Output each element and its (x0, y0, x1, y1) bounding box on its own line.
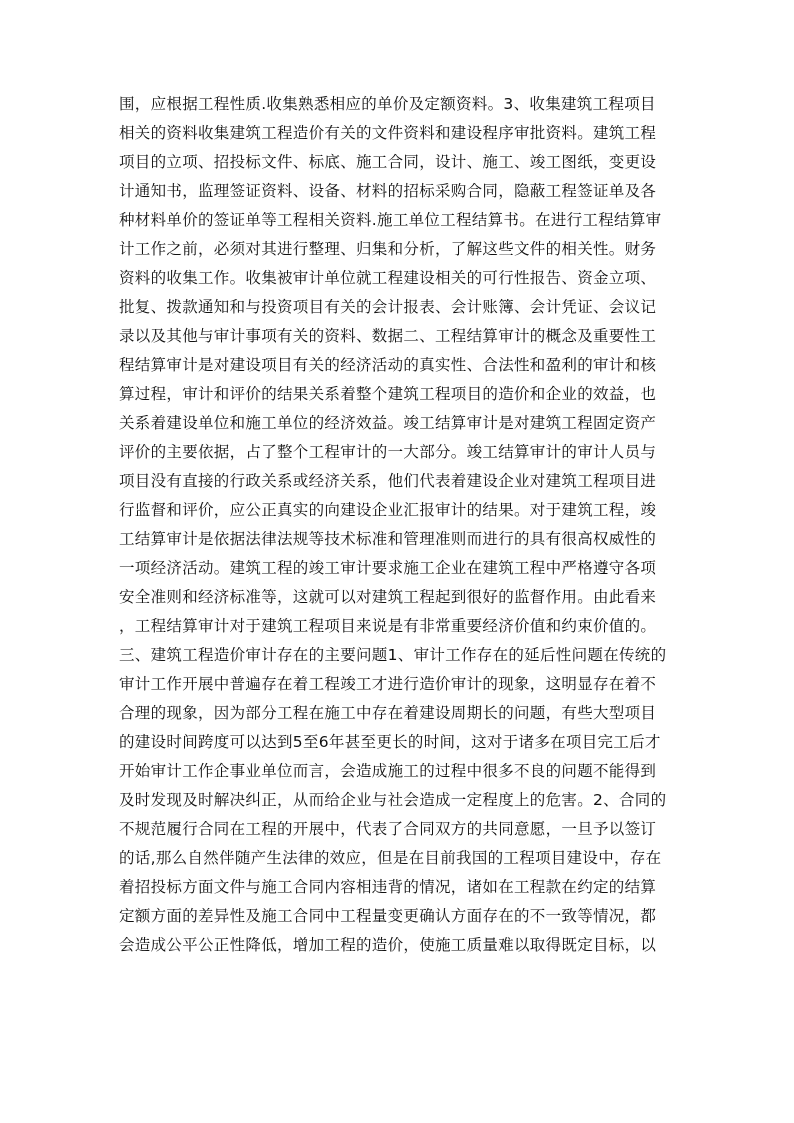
text-line: 计通知书，监理签证资料、设备、材料的招标采购合同，隐蔽工程签证单及各 (119, 182, 657, 200)
text-line: 围，应根据工程性质.收集熟悉相应的单价及定额资料。3、收集建筑工程项目 (119, 95, 656, 113)
text-line: 算过程，审计和评价的结果关系着整个建筑工程项目的造价和企业的效益，也 (119, 385, 657, 403)
text-line: 定额方面的差异性及施工合同中工程量变更确认方面存在的不一致等情况，都 (119, 907, 657, 925)
text-line: 合理的现象，因为部分工程在施工中存在着建设周期长的问题，有些大型项目 (119, 704, 657, 722)
text-line: 程结算审计是对建设项目有关的经济活动的真实性、合法性和盈利的审计和核 (119, 356, 657, 374)
text-line: 计工作之前，必须对其进行整理、归集和分析，了解这些文件的相关性。财务 (119, 240, 657, 258)
text-line: 一项经济活动。建筑工程的竣工审计要求施工企业在建筑工程中严格遵守各项 (119, 559, 657, 577)
text-line: 录以及其他与审计事项有关的资料、数据二、工程结算审计的概念及重要性工 (119, 327, 657, 345)
text-line: 资料的收集工作。收集被审计单位就工程建设相关的可行性报告、资金立项、 (119, 269, 657, 287)
text-line: 工结算审计是依据法律法规等技术标准和管理准则而进行的具有很高权威性的 (119, 530, 657, 548)
text-line: 评价的主要依据，占了整个工程审计的一大部分。竣工结算审计的审计人员与 (119, 443, 657, 461)
text-line: 相关的资料收集建筑工程造价有关的文件资料和建设程序审批资料。建筑工程 (119, 124, 657, 142)
text-line: 批复、拨款通知和与投资项目有关的会计报表、会计账簿、会计凭证、会议记 (119, 298, 657, 316)
text-line: 会造成公平公正性降低，增加工程的造价，使施工质量难以取得既定目标，以 (119, 936, 657, 954)
text-line: 项目没有直接的行政关系或经济关系，他们代表着建设企业对建筑工程项目进 (119, 472, 657, 490)
text-line: 种材料单价的签证单等工程相关资料.施工单位工程结算书。在进行工程结算审 (119, 211, 662, 229)
text-line: 及时发现及时解决纠正，从而给企业与社会造成一定程度上的危害。2、合同的 (119, 791, 667, 809)
text-line: 项目的立项、招投标文件、标底、施工合同，设计、施工、竣工图纸，变更设 (119, 153, 657, 171)
text-line: 三、建筑工程造价审计存在的主要问题1、审计工作存在的延后性问题在传统的 (119, 646, 667, 664)
text-line: 的话,那么自然伴随产生法律的效应，但是在目前我国的工程项目建设中，存在 (119, 849, 662, 867)
text-line: 开始审计工作企事业单位而言，会造成施工的过程中很多不良的问题不能得到 (119, 762, 657, 780)
text-line: 的建设时间跨度可以达到5至6年甚至更长的时间，这对于诸多在项目完工后才 (119, 733, 661, 751)
text-line: 不规范履行合同在工程的开展中，代表了合同双方的共同意愿，一旦予以签订 (119, 820, 657, 838)
text-line: 安全准则和经济标准等，这就可以对建筑工程起到很好的监督作用。由此看来 (119, 588, 657, 606)
body-text (119, 90, 679, 960)
text-line: ，工程结算审计对于建筑工程项目来说是有非常重要经济价值和约束价值的。 (119, 617, 657, 635)
text-line: 行监督和评价，应公正真实的向建设企业汇报审计的结果。对于建筑工程，竣 (119, 501, 657, 519)
text-line: 着招投标方面文件与施工合同内容相违背的情况，诸如在工程款在约定的结算 (119, 878, 657, 896)
text-line: 关系着建设单位和施工单位的经济效益。竣工结算审计是对建筑工程固定资产 (119, 414, 657, 432)
text-line: 审计工作开展中普遍存在着工程竣工才进行造价审计的现象，这明显存在着不 (119, 675, 657, 693)
